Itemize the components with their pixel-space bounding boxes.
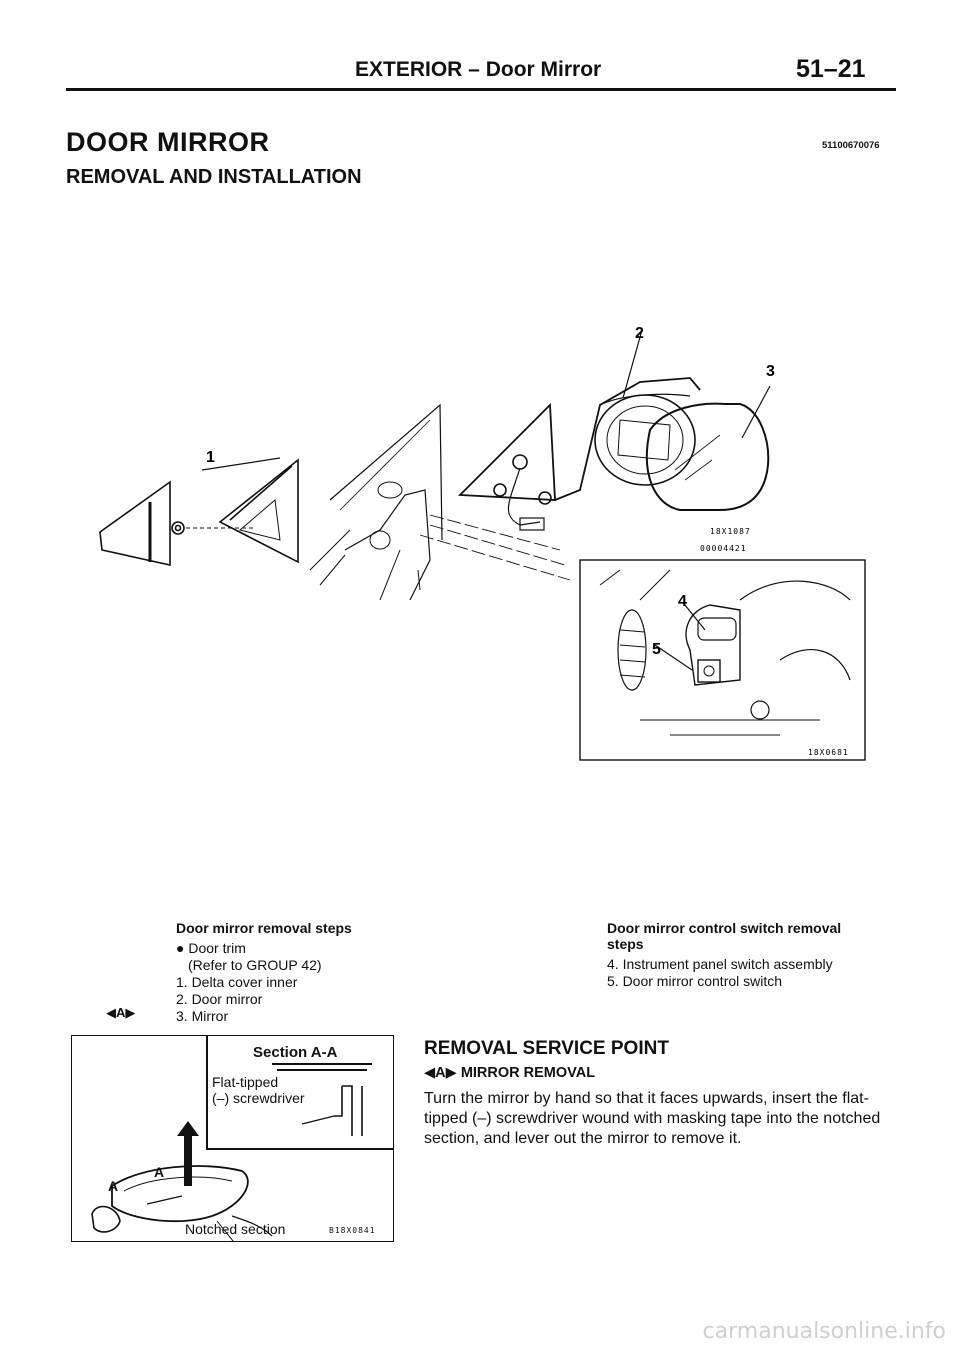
removal-instructions: Turn the mirror by hand so that it faces upwards, insert the flat-tipped (–) screwdriver wound with masking tape into the notched section, and lever out the mirror to remove it. xyxy=(424,1090,881,1147)
service-point-title: REMOVAL SERVICE POINT xyxy=(424,1038,669,1059)
section-subtitle: REMOVAL AND INSTALLATION xyxy=(66,166,362,188)
running-header-title: EXTERIOR – Door Mirror xyxy=(355,58,602,81)
header-rule xyxy=(66,88,896,91)
removal-step: 2. Door mirror xyxy=(176,991,263,1007)
notched-section-label: Notched section xyxy=(185,1221,286,1237)
figure-code-main: 18X1087 xyxy=(710,527,751,536)
section-aa-figure xyxy=(71,1035,394,1242)
page-number: 51–21 xyxy=(796,55,866,83)
service-marker: ◀A▶ xyxy=(424,1065,457,1081)
callout-2: 2 xyxy=(635,325,644,342)
tool-label-line1: Flat-tipped xyxy=(212,1074,279,1090)
callout-4: 4 xyxy=(678,593,687,610)
figure-code-main-2: 00004421 xyxy=(700,544,747,553)
label-a-right: A xyxy=(154,1164,165,1180)
switch-step: 5. Door mirror control switch xyxy=(607,973,783,989)
label-a-left: A xyxy=(108,1178,119,1194)
removal-step: ● Door trim xyxy=(176,940,246,956)
door-mirror-exploded-diagram xyxy=(80,300,880,780)
removal-steps-list xyxy=(176,940,322,1025)
callout-3: 3 xyxy=(766,363,775,380)
tool-label-line2: (–) screwdriver xyxy=(212,1090,305,1106)
figure-code-bottom: B18X0841 xyxy=(329,1226,376,1235)
mirror-removal-heading xyxy=(424,1065,595,1081)
figure-code-switch: 18X0681 xyxy=(808,748,849,757)
removal-step: 3. Mirror xyxy=(176,1008,229,1024)
switch-steps-title-line1: Door mirror control switch removal xyxy=(607,920,842,936)
switch-steps-list xyxy=(607,956,833,990)
removal-step: (Refer to GROUP 42) xyxy=(188,957,322,973)
section-label: Section A-A xyxy=(253,1044,338,1061)
document-id: 51100670076 xyxy=(822,140,880,151)
removal-step: 1. Delta cover inner xyxy=(176,974,298,990)
section-title: DOOR MIRROR xyxy=(66,127,270,157)
mirror-removal-illustration xyxy=(72,1036,392,1241)
switch-steps-title-line2: steps xyxy=(607,936,644,952)
mirror-removal-title: MIRROR REMOVAL xyxy=(460,1065,596,1081)
watermark: carmanualsonline.info xyxy=(702,1319,946,1344)
callout-5: 5 xyxy=(652,641,661,658)
service-point-marker: ◀A▶ xyxy=(106,1005,136,1020)
removal-steps-title: Door mirror removal steps xyxy=(176,920,352,936)
switch-step: 4. Instrument panel switch assembly xyxy=(607,956,833,972)
callout-1: 1 xyxy=(206,449,215,466)
